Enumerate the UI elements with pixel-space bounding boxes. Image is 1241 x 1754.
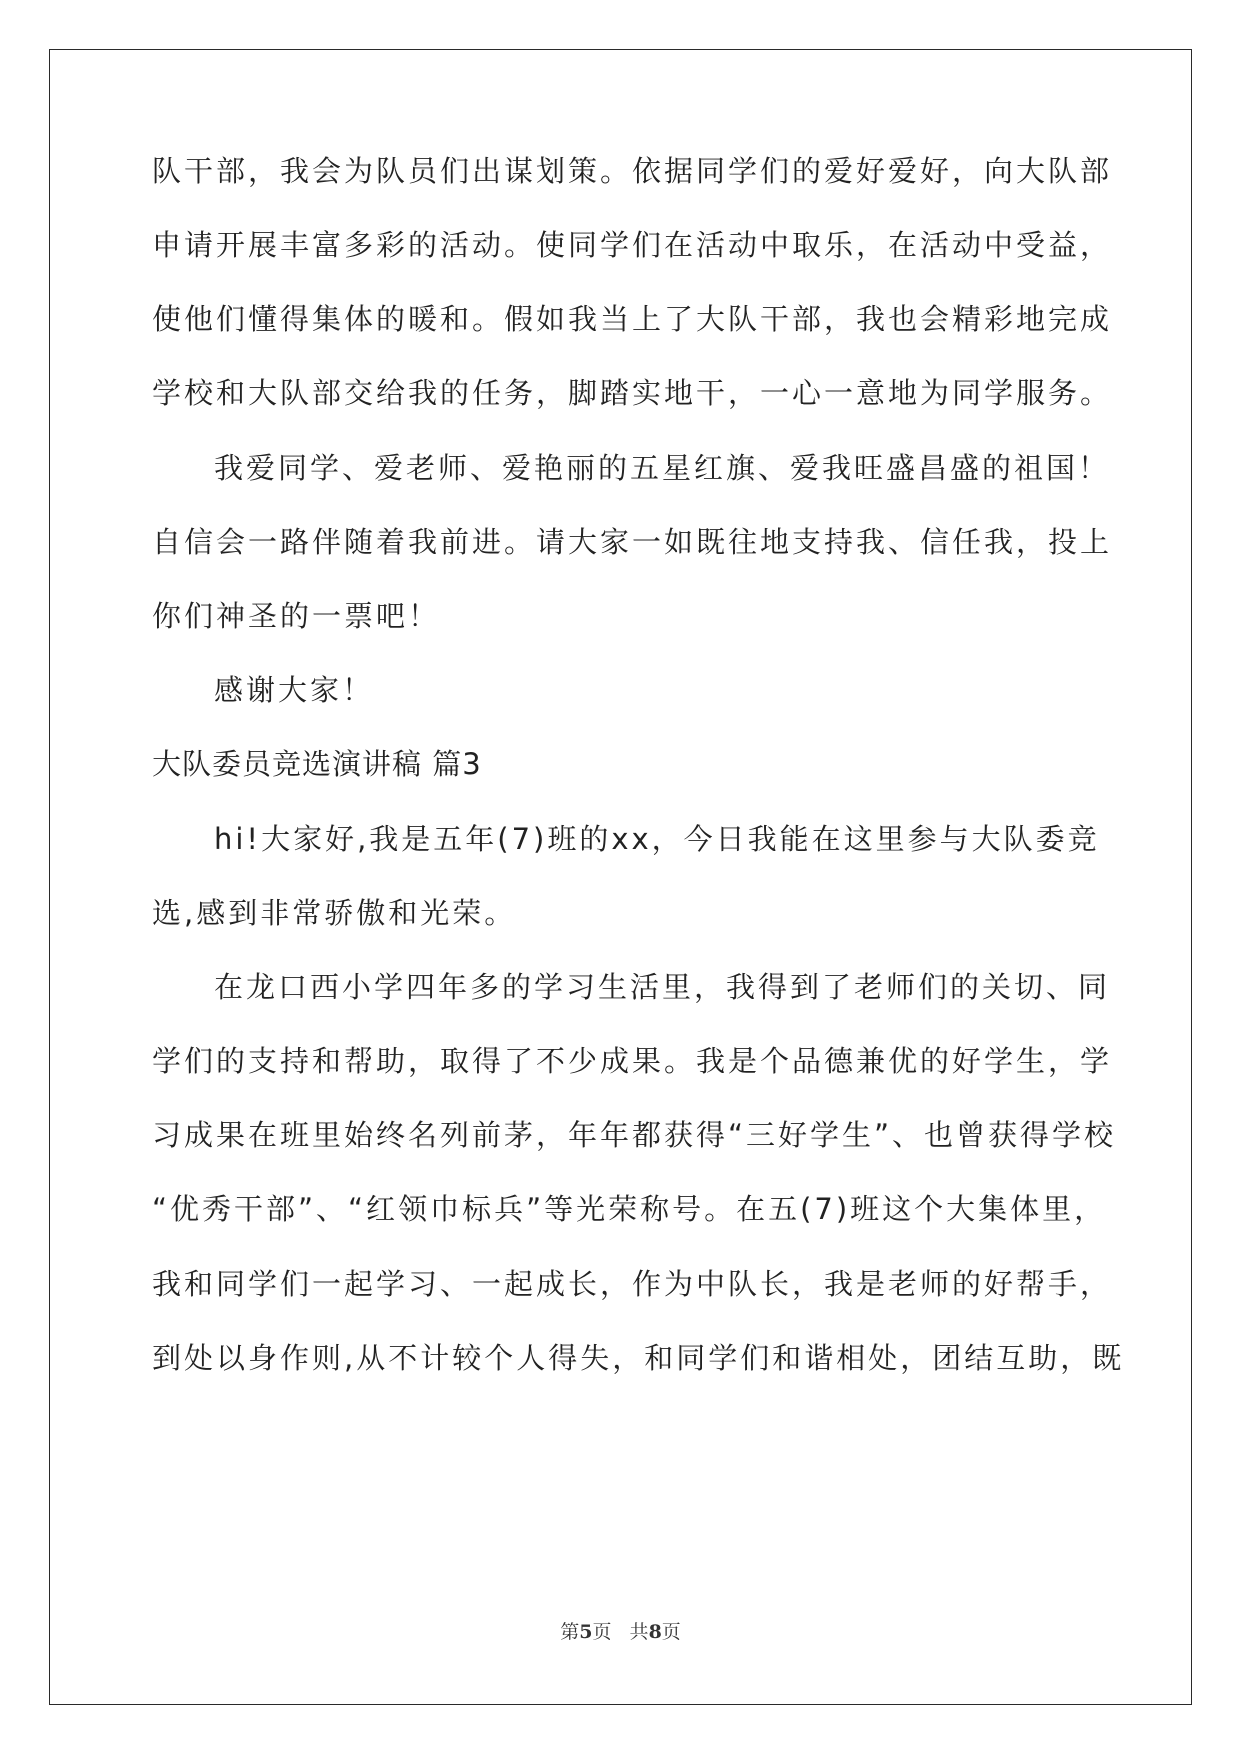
body-line-14: 习成果在班里始终名列前茅，年年都获得“三好学生”、也曾获得学校: [152, 1118, 1117, 1152]
body-line-5: 我爱同学、爱老师、爱艳丽的五星红旗、爱我旺盛昌盛的祖国！: [214, 451, 1111, 485]
body-line-4: 学校和大队部交给我的任务，脚踏实地干，一心一意地为同学服务。: [152, 376, 1113, 410]
body-line-2: 申请开展丰富多彩的活动。使同学们在活动中取乐，在活动中受益，: [152, 228, 1113, 262]
body-line-12: 在龙口西小学四年多的学习生活里，我得到了老师们的关切、同: [214, 970, 1111, 1004]
body-line-8: 感谢大家！: [214, 673, 375, 707]
body-line-15: “优秀干部”、“红领巾标兵”等光荣称号。在五(7)班这个大集体里，: [152, 1192, 1107, 1226]
footer-prefix: 第: [560, 1621, 580, 1643]
body-line-1: 队干部，我会为队员们出谋划策。依据同学们的爱好爱好，向大队部: [152, 154, 1113, 188]
page-number-footer: [0, 1617, 1241, 1644]
body-line-13: 学们的支持和帮助，取得了不少成果。我是个品德兼优的好学生，学: [152, 1044, 1113, 1078]
current-page-number: 5: [579, 1621, 593, 1643]
body-line-7: 你们神圣的一票吧！: [152, 599, 441, 633]
footer-suffix: 页: [661, 1621, 681, 1643]
body-line-11: 选,感到非常骄傲和光荣。: [152, 896, 517, 930]
body-line-16: 我和同学们一起学习、一起成长，作为中队长，我是老师的好帮手，: [152, 1267, 1113, 1301]
footer-middle: 页 共: [592, 1621, 649, 1643]
total-pages-number: 8: [648, 1621, 662, 1643]
body-line-6: 自信会一路伴随着我前进。请大家一如既往地支持我、信任我，投上: [152, 525, 1113, 559]
body-line-17: 到处以身作则,从不计较个人得失，和同学们和谐相处，团结互助，既: [152, 1341, 1125, 1375]
section-heading: 大队委员竞选演讲稿 篇3: [152, 747, 482, 781]
body-line-10: hi!大家好,我是五年(7)班的xx，今日我能在这里参与大队委竞: [214, 822, 1100, 856]
body-line-3: 使他们懂得集体的暖和。假如我当上了大队干部，我也会精彩地完成: [152, 302, 1113, 336]
page-border: [49, 49, 1192, 1705]
